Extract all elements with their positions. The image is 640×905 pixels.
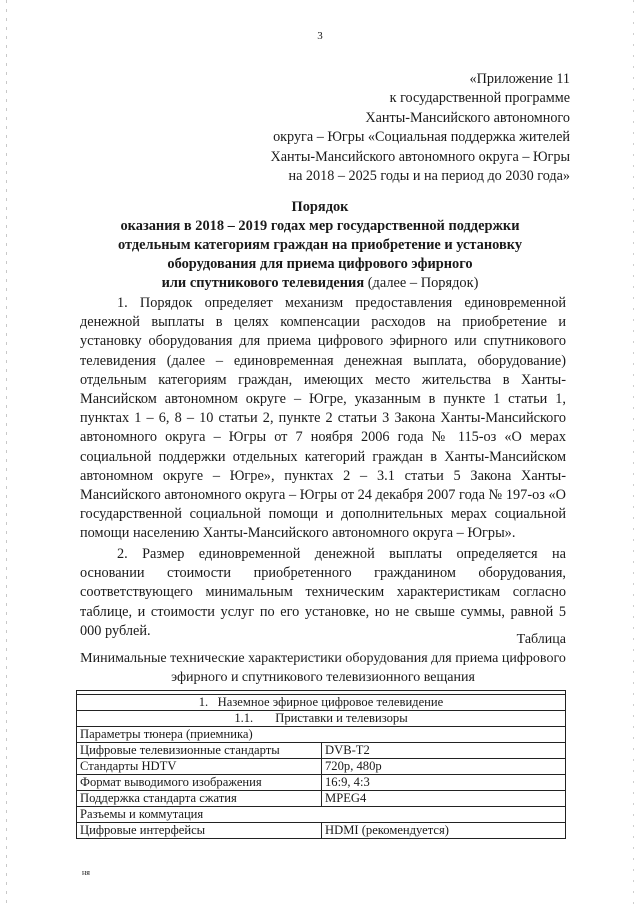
title-line-bold: или спутникового телевидения: [161, 275, 365, 291]
title-line: [68, 274, 572, 293]
table-section-row: [77, 695, 566, 711]
title-line: отдельным категориям граждан на приобретение и установку: [117, 237, 523, 253]
value-cell: DVB-T2: [322, 743, 566, 759]
table-label: Таблица: [516, 632, 566, 647]
group-heading-tuner: Параметры тюнера (приемника): [77, 727, 566, 743]
appendix-header: [150, 70, 570, 186]
table-row: [77, 759, 566, 775]
param-cell: Цифровые телевизионные стандарты: [77, 743, 322, 759]
table-row: [77, 791, 566, 807]
footer-mark: ня: [82, 868, 90, 877]
title-line-normal: (далее – Порядок): [364, 275, 479, 291]
paragraph-2: 2. Размер единовременной денежной выплаты определяется на основании стоимости приобретенного гражданином оборудования, соответствующего минимальным техническим характеристикам согласно таблице, и стоимости услуг по его установке, но не свыше суммы, равной 5 000 рублей.: [80, 546, 566, 639]
appendix-line: Ханты-Мансийского автономного округа – Югры: [270, 148, 570, 165]
value-cell: 720p, 480p: [322, 759, 566, 775]
value-cell: MPEG4: [322, 791, 566, 807]
appendix-line: «Приложение 11: [469, 71, 570, 87]
param-cell: Поддержка стандарта сжатия: [77, 791, 322, 807]
table-row: [77, 743, 566, 759]
title-line: Порядок: [291, 199, 349, 215]
title-line: оборудования для приема цифрового эфирного: [167, 256, 473, 272]
appendix-line: округа – Югры «Социальная поддержка жителей: [273, 129, 570, 146]
param-cell: Стандарты HDTV: [77, 759, 322, 775]
table-row: [77, 775, 566, 791]
scan-edge-left: [6, 0, 7, 905]
document-title: [68, 198, 572, 293]
section-heading: 1. Наземное эфирное цифровое телевидение: [77, 695, 566, 711]
table-group-row: [77, 807, 566, 823]
title-line: оказания в 2018 – 2019 годах мер государственной поддержки: [120, 218, 520, 234]
subsection-heading: 1.1. Приставки и телевизоры: [77, 711, 566, 727]
table-subsection-row: [77, 711, 566, 727]
param-cell: Формат выводимого изображения: [77, 775, 322, 791]
value-cell: HDMI (рекомендуется): [322, 823, 566, 839]
page-number: 3: [317, 30, 323, 42]
table-group-row: [77, 727, 566, 743]
scan-edge-right: [633, 0, 634, 905]
group-heading-connectors: Разъемы и коммутация: [77, 807, 566, 823]
appendix-line: Ханты-Мансийского автономного: [365, 109, 570, 126]
specifications-table: [76, 690, 566, 839]
table-caption: Минимальные технические характеристики оборудования для приема цифрового эфирного и спутникового телевизионного вещания: [80, 651, 566, 685]
table-row: [77, 823, 566, 839]
paragraph-1: 1. Порядок определяет механизм предоставления единовременной денежной выплаты в целях компенсации расходов на приобретение и установку оборудования для приема цифрового эфирного или спутникового телевидения (далее – единовременная денежная выплата, оборудование) отдельным категориям граждан, имеющих место жительства в Ханты-Мансийском автономном округе – Югре, указанным в пункте 1 статьи 1, пунктах 1 – 6, 8 – 10 статьи 2, пункте 2 статьи 3 Закона Ханты-Мансийского автономного округа – Югры от 7 ноября 2006 года № 115-оз «О мерах социальной поддержки отдельных категорий граждан в Ханты-Мансийском автономном округе – Югре», пунктах 2 – 3.1 статьи 5 Закона Ханты-Мансийского автономного округа – Югры от 24 декабря 2007 года № 197-оз «О государственной социальной помощи и дополнительных мерах социальной помощи населению Ханты-Мансийского автономного округа – Югры».: [80, 295, 566, 542]
appendix-line: на 2018 – 2025 годы и на период до 2030 года»: [288, 168, 570, 185]
value-cell: 16:9, 4:3: [322, 775, 566, 791]
param-cell: Цифровые интерфейсы: [77, 823, 322, 839]
appendix-line: к государственной программе: [389, 90, 570, 107]
